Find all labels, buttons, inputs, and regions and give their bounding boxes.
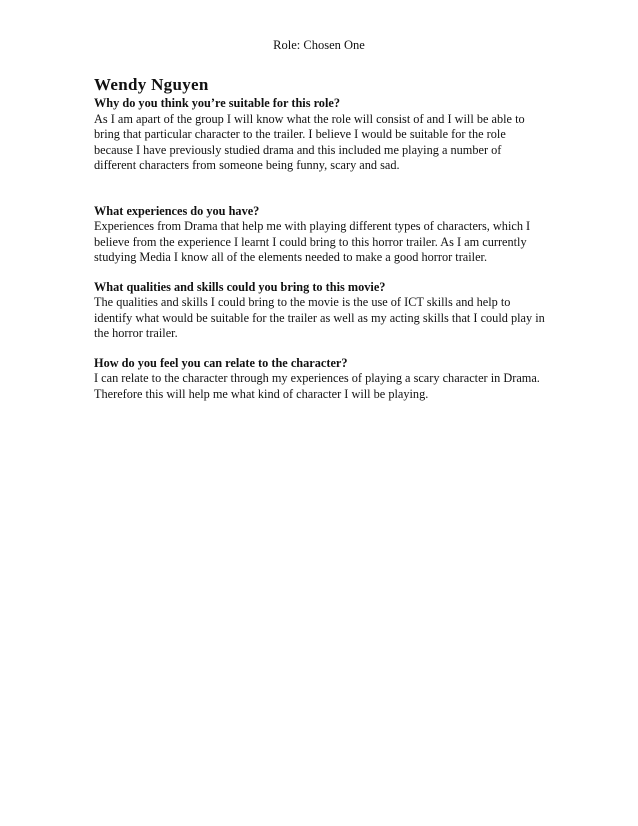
question-heading: Why do you think you’re suitable for this role? <box>94 96 340 110</box>
spacer <box>94 174 546 204</box>
spacer <box>94 266 546 280</box>
section-suitability <box>94 96 546 174</box>
answer-text: The qualities and skills I could bring to the movie is the use of ICT skills and help to identify what would be suitable for the trailer as well as my acting skills that I could play in the horror trailer. <box>94 295 545 340</box>
section-relate <box>94 356 546 403</box>
answer-text: Experiences from Drama that help me with playing different types of characters, which I believe from the experience I learnt I could bring to this horror trailer. As I am currently studying Media I know all of the elements needed to make a good horror trailer. <box>94 219 531 264</box>
answer-text: I can relate to the character through my experiences of playing a scary character in Drama. Therefore this will help me what kind of character I will be playing. <box>94 371 540 401</box>
question-heading: How do you feel you can relate to the character? <box>94 355 348 370</box>
page-header: Role: Chosen One <box>273 38 365 52</box>
document-body <box>94 75 546 402</box>
answer-text: As I am apart of the group I will know what the role will consist of and I will be able to bring that particular character to the trailer. I believe I would be suitable for the role because I have previously studied drama and this included me playing a number of different characters from someone being funny, scary and sad. <box>94 111 525 172</box>
section-qualities <box>94 280 546 342</box>
question-heading: What qualities and skills could you bring to this movie? <box>94 279 386 294</box>
question-heading: What experiences do you have? <box>94 203 260 218</box>
section-experiences <box>94 204 546 266</box>
spacer <box>94 342 546 356</box>
applicant-name: Wendy Nguyen <box>94 75 209 94</box>
